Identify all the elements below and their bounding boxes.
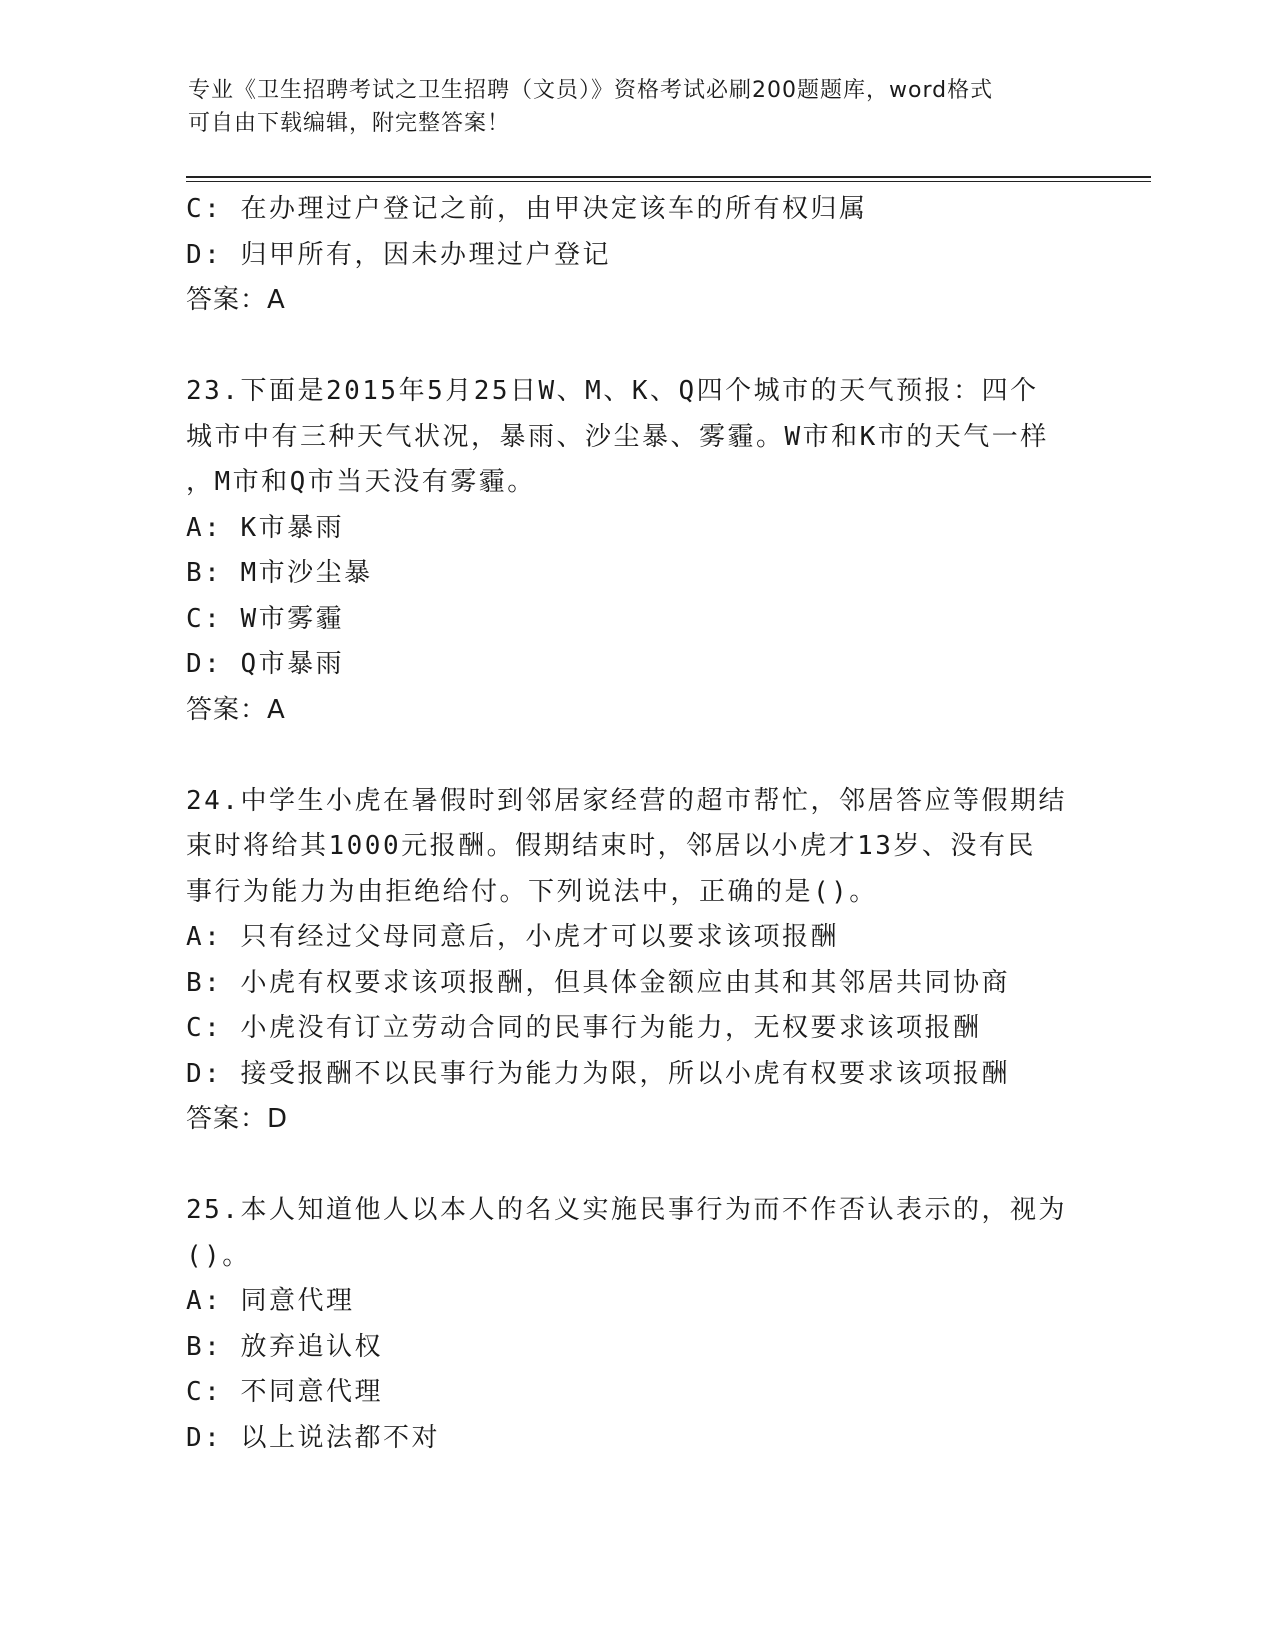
answer-label: 答案：D <box>186 1104 289 1134</box>
option-d: D: 接受报酬不以民事行为能力为限，所以小虎有权要求该项报酬 <box>186 1058 1010 1089</box>
question-stem-line: 23.下面是2015年5月25日W、M、K、Q四个城市的天气预报：四个 <box>186 376 1039 406</box>
spacer <box>186 1143 1086 1189</box>
option-a: A: 同意代理 <box>186 1286 355 1316</box>
question-stem-line: ，M市和Q市当天没有雾霾。 <box>186 467 536 497</box>
option-c: C: 在办理过户登记之前，由甲决定该车的所有权归属 <box>186 194 868 224</box>
option-b: B: 小虎有权要求该项报酬，但具体金额应由其和其邻居共同协商 <box>186 967 1010 998</box>
header-title-line-2: 可自由下载编辑，附完整答案！ <box>188 111 511 136</box>
question-24 <box>186 779 1086 1143</box>
answer-label: 答案：A <box>186 694 286 725</box>
option-a: A: 只有经过父母同意后，小虎才可以要求该项报酬 <box>186 922 839 952</box>
option-b: B: 放弃追认权 <box>186 1331 383 1362</box>
option-c: C: 小虎没有订立劳动合同的民事行为能力，无权要求该项报酬 <box>186 1013 982 1043</box>
option-a: A: K市暴雨 <box>186 512 345 543</box>
question-stem-line: 24.中学生小虎在暑假时到邻居家经营的超市帮忙，邻居答应等假期结 <box>186 785 1067 816</box>
page-header <box>188 74 1088 140</box>
question-22-tail <box>186 187 1086 324</box>
option-d: D: 归甲所有，因未办理过户登记 <box>186 239 611 270</box>
question-stem-line: 事行为能力为由拒绝给付。下列说法中，正确的是()。 <box>186 876 878 907</box>
question-stem-line: ()。 <box>186 1240 251 1271</box>
option-c: C: 不同意代理 <box>186 1377 383 1407</box>
option-d: D: Q市暴雨 <box>186 649 345 679</box>
answer-label: 答案：A <box>186 285 286 315</box>
spacer <box>186 733 1086 779</box>
header-rule-thin <box>186 181 1151 182</box>
header-title-line-1: 专业《卫生招聘考试之卫生招聘（文员）》资格考试必刷200题题库，word格式 <box>188 78 994 103</box>
question-stem-line: 城市中有三种天气状况，暴雨、沙尘暴、雾霾。W市和K市的天气一样 <box>186 421 1049 452</box>
question-stem-line: 束时将给其1000元报酬。假期结束时，邻居以小虎才13岁、没有民 <box>186 831 1036 861</box>
question-content <box>186 187 1086 1461</box>
header-rule-thick <box>186 176 1151 178</box>
question-23 <box>186 369 1086 733</box>
question-25 <box>186 1188 1086 1461</box>
option-d: D: 以上说法都不对 <box>186 1422 440 1453</box>
option-b: B: M市沙尘暴 <box>186 558 373 588</box>
option-c: C: W市雾霾 <box>186 603 345 634</box>
question-stem-line: 25.本人知道他人以本人的名义实施民事行为而不作否认表示的，视为 <box>186 1195 1067 1225</box>
spacer <box>186 324 1086 370</box>
